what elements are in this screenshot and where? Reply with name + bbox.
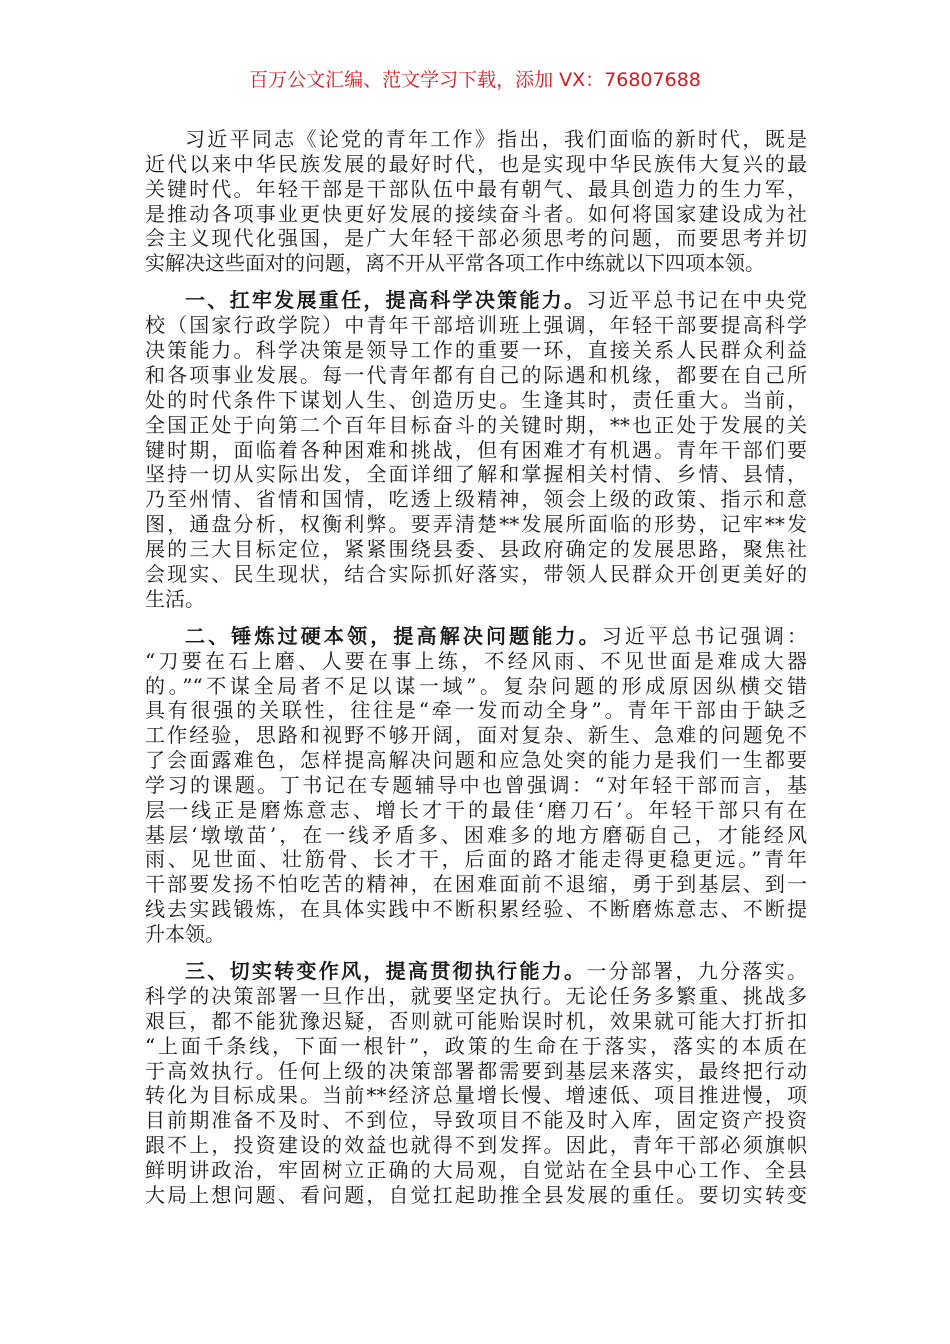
text-line: [145, 1133, 807, 1158]
text-line: [145, 462, 807, 487]
line-text: 跟不上，投资建设的效益也就得不到发挥。因此，青年干部必须旗帜: [145, 1133, 807, 1158]
text-line: [145, 674, 807, 699]
text-line: [145, 338, 807, 363]
line-text: 会现实、民生现状，结合实际抓好落实，带领人民群众开创更美好的: [145, 561, 807, 586]
line-text: 科学的决策部署一旦作出，就要坚定执行。无论任务多繁重、挑战多: [145, 984, 807, 1009]
line-text: 一分部署，九分落实。: [586, 959, 808, 984]
text-line: [145, 897, 807, 922]
line-text: 是推动各项事业更快更好发展的接续奋斗者。如何将国家建设成为社: [145, 201, 807, 226]
line-text: 雨、见世面、壮筋骨、长才干，后面的路才能走得更稳更远。”青年: [145, 847, 807, 872]
section-heading: 一、扛牢发展重任，提高科学决策能力。: [185, 288, 587, 313]
text-line: [145, 587, 807, 612]
line-text: 转化为目标成果。当前**经济总量增长慢、增速低、项目推进慢，项: [145, 1083, 807, 1108]
text-line: [145, 823, 807, 848]
line-text: 了会面露难色，怎样提高解决问题和应急处突的能力是我们一生都要: [145, 748, 807, 773]
text-line: [145, 748, 807, 773]
line-text: 习近平总书记在中央党: [586, 288, 808, 313]
line-text: 坚持一切从实际出发，全面详细了解和掌握相关村情、乡情、县情，: [145, 462, 807, 487]
text-line: [145, 288, 807, 313]
text-line: [145, 798, 807, 823]
line-text: 鲜明讲政治，牢固树立正确的大局观，自觉站在全县中心工作、全县: [145, 1157, 807, 1182]
text-line: [145, 1034, 807, 1059]
line-text: 生活。: [145, 586, 205, 611]
text-line: [145, 226, 807, 251]
text-line: [145, 723, 807, 748]
line-text: 习近平同志《论党的青年工作》指出，我们面临的新时代，既是: [185, 127, 807, 151]
section-heading: 三、切实转变作风，提高贯彻执行能力。: [185, 959, 587, 984]
text-line: [145, 127, 807, 152]
section-heading: 二、锤炼过硬本领，提高解决问题能力。: [185, 623, 602, 648]
text-line: [145, 698, 807, 723]
paragraph: [145, 959, 807, 1207]
line-text: “刀要在石上磨、人要在事上练，不经风雨、不见世面是难成大器: [145, 648, 807, 673]
line-text: 决策能力。科学决策是领导工作的重要一环，直接关系人民群众利益: [145, 338, 807, 363]
text-line: [145, 438, 807, 463]
line-text: 处的时代条件下谋划人生、创造历史。生逢其时，责任重大。当前，: [145, 387, 807, 412]
line-text: 升本领。: [145, 921, 225, 946]
download-banner: 百万公文汇编、范文学习下载，添加 VX：76807688: [249, 69, 701, 91]
text-line: [145, 537, 807, 562]
text-line: [145, 177, 807, 202]
text-line: [145, 1059, 807, 1084]
line-text: 图，通盘分析，权衡利弊。要弄清楚**发展所面临的形势，记牢**发: [145, 512, 807, 537]
line-text: 键时期，面临着各种困难和挑战，但有困难才有机遇。青年干部们要: [145, 437, 807, 462]
line-text: 习近平总书记强调：: [601, 623, 808, 648]
line-text: 全国正处于向第二个百年目标奋斗的关键时期，**也正处于发展的关: [145, 412, 807, 437]
text-line: [145, 773, 807, 798]
line-text: 和各项事业发展。每一代青年都有自己的际遇和机缘，都要在自己所: [145, 362, 807, 387]
text-line: [145, 512, 807, 537]
line-text: 目前期准备不及时、不到位，导致项目不能及时入库，固定资产投资: [145, 1108, 807, 1133]
document-body: [145, 127, 807, 1220]
text-line: [145, 313, 807, 338]
text-line: [145, 624, 807, 649]
line-text: 工作经验，思路和视野不够开阔，面对复杂、新生、急难的问题免不: [145, 723, 807, 748]
line-text: 基层‘墩墩苗’，在一线矛盾多、困难多的地方磨砺自己，才能经风: [145, 822, 807, 847]
line-text: 大局上想问题、看问题，自觉扛起助推全县发展的重任。要切实转变: [145, 1182, 807, 1207]
line-text: 实解决这些面对的问题，离不开从平常各项工作中练就以下四项本领。: [145, 251, 765, 276]
text-line: [145, 847, 807, 872]
text-line: [145, 202, 807, 227]
line-text: 关键时代。年轻干部是干部队伍中最有朝气、最具创造力的生力军，: [145, 176, 807, 201]
text-line: [145, 413, 807, 438]
text-line: [145, 388, 807, 413]
paragraph: [145, 127, 807, 276]
line-text: “上面千条线，下面一根针”，政策的生命在于落实，落实的本质在: [145, 1033, 807, 1058]
line-text: 学习的课题。丁书记在专题辅导中也曾强调：“对年轻干部而言，基: [145, 772, 807, 797]
line-text: 线去实践锻炼，在具体实践中不断积累经验、不断磨炼意志、不断提: [145, 897, 807, 922]
line-text: 近代以来中华民族发展的最好时代，也是实现中华民族伟大复兴的最: [145, 151, 807, 176]
text-line: [145, 487, 807, 512]
line-text: 艰巨，都不能犹豫迟疑，否则就可能贻误时机，效果就可能大打折扣: [145, 1008, 807, 1033]
text-line: [145, 1009, 807, 1034]
line-text: 会主义现代化强国，是广大年轻干部必须思考的问题，而要思考并切: [145, 226, 807, 251]
paragraph: [145, 624, 807, 947]
text-line: [145, 1083, 807, 1108]
text-line: [145, 251, 807, 276]
line-text: 具有很强的关联性，往往是“牵一发而动全身”。青年干部由于缺乏: [145, 698, 807, 723]
text-line: [145, 872, 807, 897]
line-text: 校（国家行政学院）中青年干部培训班上强调，年轻干部要提高科学: [145, 313, 807, 338]
text-line: [145, 152, 807, 177]
line-text: 层一线正是磨炼意志、增长才干的最佳‘磨刀石’。年轻干部只有在: [145, 797, 807, 822]
text-line: [145, 1183, 807, 1208]
line-text: 干部要发扬不怕吃苦的精神，在困难面前不退缩，勇于到基层、到一: [145, 872, 807, 897]
text-line: [145, 922, 807, 947]
text-line: [145, 562, 807, 587]
line-text: 展的三大目标定位，紧紧围绕县委、县政府确定的发展思路，聚焦社: [145, 536, 807, 561]
text-line: [145, 1108, 807, 1133]
text-line: [145, 363, 807, 388]
line-text: 于高效执行。任何上级的决策部署都需要到基层来落实，最终把行动: [145, 1058, 807, 1083]
line-text: 乃至州情、省情和国情，吃透上级精神，领会上级的政策、指示和意: [145, 487, 807, 512]
text-line: [145, 959, 807, 984]
paragraph: [145, 288, 807, 611]
text-line: [145, 1158, 807, 1183]
text-line: [145, 984, 807, 1009]
line-text: 的。”“不谋全局者不足以谋一域”。复杂问题的形成原因纵横交错: [145, 673, 807, 698]
text-line: [145, 649, 807, 674]
